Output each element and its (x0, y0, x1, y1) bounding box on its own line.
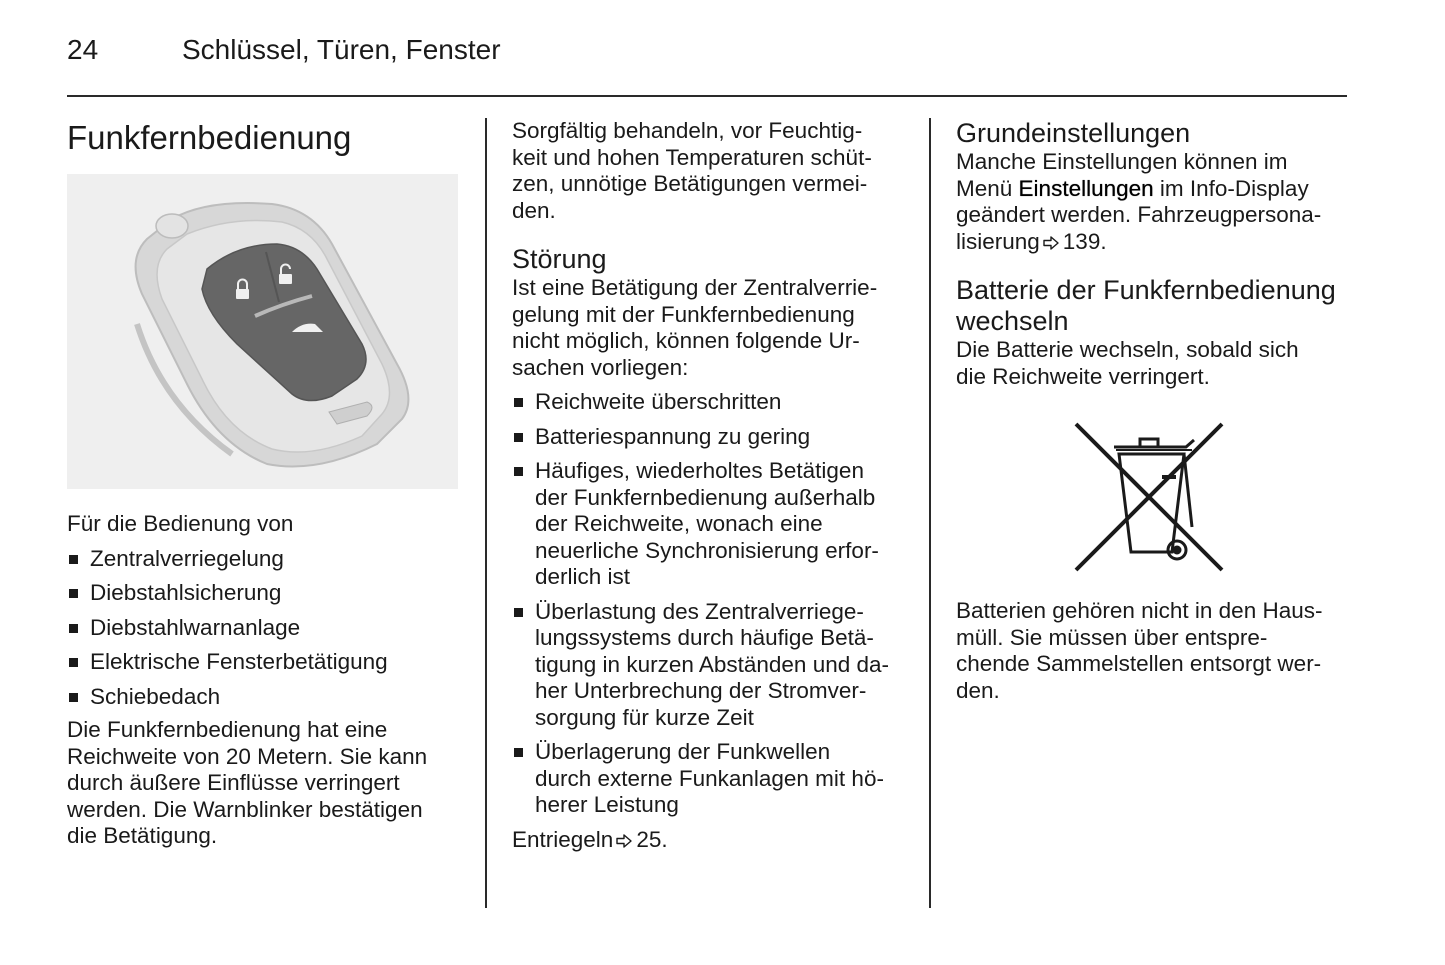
text-line: Überlastung des Zentralverriege- (535, 598, 864, 624)
text-line: wechseln (956, 306, 1069, 336)
text-line: der Funkfernbedienung außerhalb (535, 484, 876, 510)
care-paragraph (512, 118, 912, 224)
column-3 (956, 118, 1356, 704)
text-line: Die Batterie wechseln, sobald sich (956, 337, 1299, 362)
text-line: die Betätigung. (67, 823, 218, 848)
text-line: durch externe Funkanlagen mit hö- (535, 765, 884, 791)
battery-title (956, 275, 1356, 337)
text-line: Batteriespannung zu gering (535, 423, 811, 449)
weee-svg (1074, 422, 1224, 572)
text-line: lungssystems durch häufige Betä- (535, 625, 874, 650)
settings-paragraph (956, 149, 1356, 255)
intro-text: Für die Bedienung von (67, 511, 294, 536)
text-line: durch äußere Einflüsse verringert (67, 770, 400, 795)
remote-key-svg (67, 174, 458, 489)
text-line: derlich ist (535, 564, 631, 589)
reference-arrow-icon (616, 834, 632, 848)
text-line: tigung in kurzen Abständen und da- (535, 651, 890, 677)
list-item: Zentralverriegelung (67, 546, 467, 573)
column-divider (485, 118, 487, 908)
text-line: Ist eine Betätigung der Zentralverrie- (512, 275, 878, 300)
text-line: geändert werden. Fahrzeugpersona- (956, 202, 1322, 227)
unlock-reference[interactable] (512, 827, 912, 854)
column-2 (512, 118, 912, 853)
reference-arrow-icon (1043, 236, 1059, 250)
list-item (512, 424, 912, 451)
text-line: chende Sammelstellen entsorgt wer- (956, 651, 1322, 676)
list-item (512, 739, 912, 819)
text-line: Sorgfältig behandeln, vor Feuchtig- (512, 118, 863, 143)
cause-list (512, 389, 912, 819)
text-line: der Reichweite, wonach eine (535, 511, 823, 536)
function-list (67, 546, 467, 711)
list-item: Diebstahlwarnanlage (67, 615, 467, 642)
crossed-out-wheelie-bin-icon (1074, 422, 1224, 572)
text-line: Batterie der Funkfernbedienung (956, 275, 1336, 305)
list-item: Diebstahlsicherung (67, 580, 467, 607)
settings-title: Grundeinstellungen (956, 118, 1191, 148)
text-line: herer Leistung (535, 792, 679, 817)
list-item (512, 599, 912, 732)
battery-paragraph (956, 337, 1356, 390)
text-line: sachen vorliegen: (512, 354, 689, 380)
text-line: Manche Einstellungen können im (956, 149, 1288, 174)
text-line: den. (956, 677, 1000, 703)
text-line: keit und hohen Temperaturen schüt- (512, 144, 872, 170)
reference-label: Entriegeln (512, 826, 614, 852)
column-1 (67, 118, 467, 850)
text-line: gelung mit der Funkfernbedienung (512, 301, 855, 327)
range-paragraph (67, 717, 467, 850)
chapter-title: Schlüssel, Türen, Fenster (182, 34, 501, 65)
list-item (512, 389, 912, 416)
text-line: den. (512, 197, 556, 223)
text-line: müll. Sie müssen über entspre- (956, 624, 1268, 650)
text-line: Überlagerung der Funkwellen (535, 739, 831, 764)
text-line: Reichweite von 20 Metern. Sie kann (67, 743, 428, 769)
text-line: lisierung (956, 228, 1040, 254)
page-number: 24 (67, 34, 99, 65)
reference-page: 25. (636, 826, 668, 852)
text-line: nicht möglich, können folgende Ur- (512, 328, 860, 353)
text-line: sorgung für kurze Zeit (535, 704, 754, 730)
disposal-paragraph (956, 598, 1356, 704)
fault-title: Störung (512, 244, 607, 274)
column-divider (929, 118, 931, 908)
text-line: zen, unnötige Betätigungen vermei- (512, 171, 868, 196)
header-rule (67, 95, 1347, 97)
text-line: Menü (956, 175, 1019, 201)
text-line: werden. Die Warnblinker bestätigen (67, 796, 423, 822)
text-line: im Info-Display (1153, 175, 1309, 201)
text-line: Häufiges, wiederholtes Betätigen (535, 458, 864, 483)
list-item: Elektrische Fensterbetätigung (67, 649, 467, 676)
remote-key-illustration (67, 174, 458, 489)
fault-intro (512, 275, 912, 381)
menu-name: Einstellungen (1018, 175, 1154, 201)
text-line: Die Funkfernbedienung hat eine (67, 717, 388, 742)
text-line: her Unterbrechung der Stromver- (535, 678, 867, 703)
text-line: Batterien gehören nicht in den Haus- (956, 598, 1323, 623)
reference-page[interactable]: 139. (1062, 228, 1107, 254)
list-item (512, 458, 912, 591)
text-line: neuerliche Synchronisierung erfor- (535, 537, 879, 563)
section-title: Funkfernbedienung (67, 119, 352, 156)
list-item: Schiebedach (67, 684, 467, 711)
text-line: Reichweite überschritten (535, 389, 782, 414)
text-line: die Reichweite verringert. (956, 363, 1210, 389)
